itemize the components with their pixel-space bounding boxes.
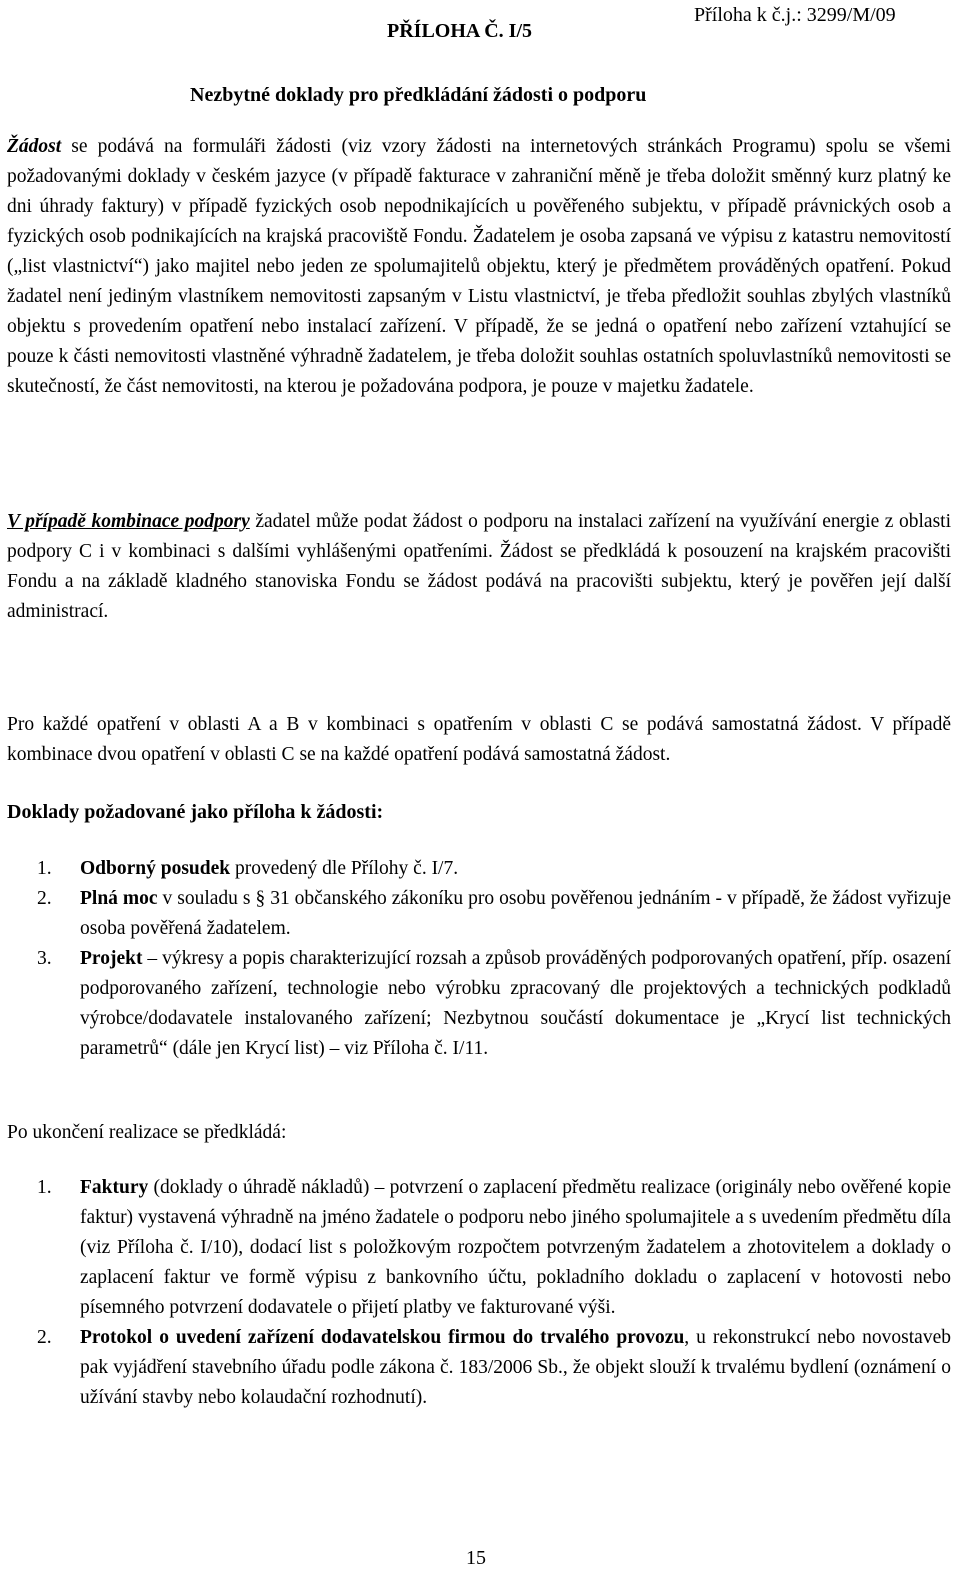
section-heading: Doklady požadované jako příloha k žádosti:: [7, 801, 384, 823]
list-item-number: 1.: [37, 858, 52, 879]
list-item-number: 2.: [37, 888, 52, 909]
paragraph-text: se podává na formuláři žádosti (viz vzory žádosti na internetových stránkách Programu) spolu se všemi požadovanými doklady v českém jazyce (v případě fakturace v zahraniční měně je třeba doložit směnný kurz platný ke dni úhrady faktury) v případě fyzických osob nepodnikajících u pověřeného subjektu, v případě právnických osob a fyzických osob podnikajících na krajská pracoviště Fondu. Žadatelem je osoba zapsaná ve výpisu z katastru nemovitostí („list vlastnictví“) jako majitel nebo jeden ze spolumajitelů objektu, který je předmětem prováděných opatření. Pokud žadatel není jediným vlastníkem nemovitosti zapsaným v Listu vlastnictví, je třeba předložit souhlas zbylých vlastníků objektu s provedením opatření nebo instalací zařízení. V případě, že se jedná o opatření nebo zařízení vztahující se pouze k části nemovitosti vlastněné výhradně žadatelem, je třeba doložit souhlas ostatních spoluvlastníků nemovitosti se skutečností, že část nemovitosti, na kterou je požadována podpora, je pouze v majetku žadatele.: [7, 136, 951, 397]
list-item-lead: Projekt: [80, 948, 143, 969]
document-heading: Nezbytné doklady pro předkládání žádosti o podporu: [190, 84, 647, 106]
annex-title: PŘÍLOHA Č. I/5: [387, 20, 533, 42]
list-item-number: 2.: [37, 1327, 52, 1348]
list-item-text: (doklady o úhradě nákladů) – potvrzení o zaplacení předmětu realizace (originály nebo ověřené kopie faktur) vystavená výhradně na jméno žadatele o podporu nebo jiného spolumajitele a s uvedením předmětu díla (viz Příloha č. I/10), dodací list s položkovým rozpočtem potvrzeným žadatelem a zhotovitelem a doklady o zaplacení faktur ve formě výpisu z bankovního účtu, pokladního dokladu o zaplacení v hotovosti nebo písemného potvrzení dodavatele o přijetí platby ve fakturované výši.: [80, 1177, 951, 1318]
paragraph-lead: V případě kombinace podpory: [7, 511, 250, 532]
list-item: [7, 1173, 951, 1323]
list-item: [7, 1323, 951, 1413]
paragraph-combination: [7, 507, 951, 627]
list-item: [7, 884, 951, 944]
list-item-text: provedený dle Přílohy č. I/7.: [230, 858, 459, 879]
required-documents-list: [7, 854, 951, 1064]
list-item-lead: Protokol o uvedení zařízení dodavatelskou firmou do trvalého provozu: [80, 1327, 685, 1348]
list-item-lead: Odborný posudek: [80, 858, 231, 879]
list-item-text: – výkresy a popis charakterizující rozsah a způsob prováděných podporovaných opatření, příp. osazení podporovaného zařízení, technologie nebo výrobku zpracovaný dle projektových a technických podkladů výrobce/dodavatele instalovaného zařízení; Nezbytnou součástí dokumentace je „Krycí list technických parametrů“ (dále jen Krycí list) – viz Příloha č. I/11.: [80, 948, 951, 1059]
list-item-number: 1.: [37, 1177, 52, 1198]
paragraph-lead: Žádost: [7, 136, 62, 157]
after-realization-heading: Po ukončení realizace se předkládá:: [7, 1122, 287, 1143]
list-item: [7, 854, 951, 884]
paragraph-text: žadatel může podat žádost o podporu na instalaci zařízení na využívání energie z oblasti podpory C i v kombinaci s dalšími vyhlášenými opatřeními. Žádost se předkládá k posouzení na krajském pracovišti Fondu a na základě kladného stanoviska Fondu se žádost podává na pracovišti subjektu, který je pověřen její další administrací.: [7, 511, 951, 622]
list-item-text: , u rekonstrukcí nebo novostaveb pak vyjádření stavebního úřadu podle zákona č. 183/2006 Sb., že objekt slouží k trvalému bydlení (oznámení o užívání stavby nebo kolaudační rozhodnutí).: [80, 1327, 951, 1408]
list-item-number: 3.: [37, 948, 52, 969]
reference-number: Příloha k č.j.: 3299/M/09: [694, 4, 896, 26]
paragraph-application: [7, 132, 951, 402]
paragraph-separate-application: Pro každé opatření v oblasti A a B v kombinaci s opatřením v oblasti C se podává samostatná žádost. V případě kombinace dvou opatření v oblasti C se na každé opatření podává samostatná žádost.: [7, 714, 951, 765]
list-item-lead: Plná moc: [80, 888, 158, 909]
page-number: 15: [466, 1547, 486, 1569]
list-item-text: v souladu s § 31 občanského zákoníku pro osobu pověřenou jednáním - v případě, že žádost vyřizuje osoba pověřená žadatelem.: [80, 888, 952, 939]
list-item-lead: Faktury: [80, 1177, 149, 1198]
post-realization-documents-list: [7, 1173, 951, 1413]
list-item: [7, 944, 951, 1064]
